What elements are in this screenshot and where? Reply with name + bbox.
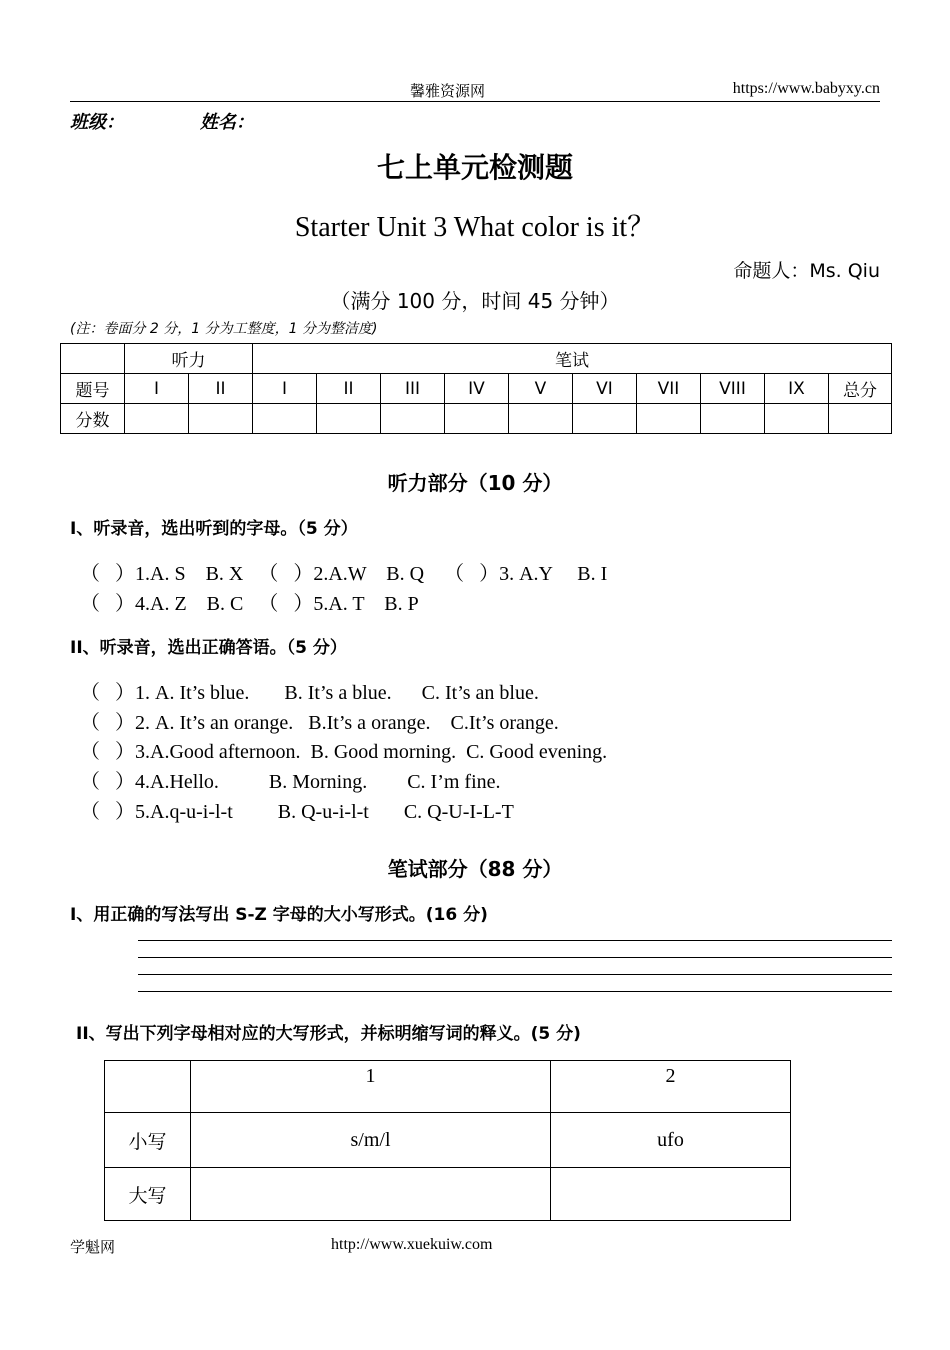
writing-col: V: [509, 374, 573, 404]
score-cell[interactable]: [253, 404, 317, 434]
name-label: 姓名：: [200, 112, 254, 133]
uppercase-label: 大写: [105, 1168, 191, 1221]
writing-col: III: [381, 374, 445, 404]
listening-col: II: [189, 374, 253, 404]
header-url[interactable]: https://www.babyxy.cn: [732, 80, 880, 97]
writing-col: IV: [445, 374, 509, 404]
class-label: 班级：: [70, 112, 124, 133]
writing-col: VI: [573, 374, 637, 404]
letters-corner: [105, 1061, 191, 1113]
listening-q2-line: （ ）4.A.Hello. B. Morning. C. I’m fine.: [80, 771, 501, 793]
score-row: [61, 404, 892, 434]
answer-line[interactable]: [138, 957, 892, 958]
score-cell[interactable]: [189, 404, 253, 434]
total-score-cell[interactable]: [829, 404, 892, 434]
uppercase-answer-cell[interactable]: [551, 1168, 791, 1221]
row-label-score: 分数: [61, 404, 125, 434]
lowercase-value: ufo: [551, 1113, 791, 1168]
listening-q1-line: （ ）1.A. S B. X （ ）2.A.W B. Q （ ）3. A.Y B. I: [80, 563, 608, 585]
letters-header-row: [105, 1061, 791, 1113]
letters-col-header: 2: [551, 1061, 791, 1113]
writing-col: IX: [765, 374, 829, 404]
listening-q2-line: （ ）2. A. It’s an orange. B.It’s a orange. C.It’s orange.: [80, 712, 559, 734]
score-cell[interactable]: [445, 404, 509, 434]
header-divider: [70, 101, 880, 102]
header-site-name: 馨雅资源网: [410, 84, 486, 100]
uppercase-row: [105, 1168, 791, 1221]
writing-col: II: [317, 374, 381, 404]
letters-table: [104, 1060, 791, 1221]
listening-q2-title: II、听录音，选出正确答语。（5 分）: [70, 638, 347, 658]
listening-section-title: 听力部分（10 分）: [387, 471, 563, 495]
score-info: （满分 100 分，时间 45 分钟）: [330, 289, 620, 313]
answer-line[interactable]: [138, 940, 892, 941]
question-number-row: [61, 374, 892, 404]
writing-col: VIII: [701, 374, 765, 404]
score-table-corner: [61, 344, 125, 374]
note: (注：卷面分 2 分，1 分为工整度，1 分为整洁度): [70, 321, 378, 337]
page-title: 七上单元检测题: [376, 151, 573, 184]
score-cell[interactable]: [765, 404, 829, 434]
listening-q1-title: I、听录音，选出听到的字母。（5 分）: [70, 519, 358, 539]
lowercase-row: [105, 1113, 791, 1168]
score-cell[interactable]: [381, 404, 445, 434]
writing-q2-title: II、写出下列字母相对应的大写形式，并标明缩写词的释义。(5 分): [76, 1024, 581, 1044]
listening-q2-line: （ ）1. A. It’s blue. B. It’s a blue. C. It’s an blue.: [80, 682, 539, 704]
score-cell[interactable]: [573, 404, 637, 434]
answer-line[interactable]: [138, 974, 892, 975]
score-cell[interactable]: [509, 404, 573, 434]
letters-col-header: 1: [191, 1061, 551, 1113]
footer-site-name: 学魁网: [70, 1240, 116, 1256]
writing-q1-title: I、用正确的写法写出 S-Z 字母的大小写形式。(16 分): [70, 905, 488, 925]
row-label-number: 题号: [61, 374, 125, 404]
listening-col: I: [125, 374, 189, 404]
listening-q2-line: （ ）5.A.q-u-i-l-t B. Q-u-i-l-t C. Q-U-I-L-T: [80, 801, 514, 823]
writing-header: 笔试: [253, 344, 892, 374]
writing-col: VII: [637, 374, 701, 404]
page-subtitle: Starter Unit 3 What color is it？: [294, 212, 656, 243]
lowercase-label: 小写: [105, 1113, 191, 1168]
lowercase-value: s/m/l: [191, 1113, 551, 1168]
score-cell[interactable]: [701, 404, 765, 434]
total-col: 总分: [829, 374, 892, 404]
student-info: [70, 108, 254, 134]
answer-line[interactable]: [138, 991, 892, 992]
score-table-header-row: [61, 344, 892, 374]
writing-col: I: [253, 374, 317, 404]
writing-section-title: 笔试部分（88 分）: [387, 857, 563, 881]
score-cell[interactable]: [637, 404, 701, 434]
uppercase-answer-cell[interactable]: [191, 1168, 551, 1221]
author: 命题人：Ms. Qiu: [733, 260, 880, 282]
score-table: [60, 343, 892, 434]
score-cell[interactable]: [125, 404, 189, 434]
listening-q2-line: （ ）3.A.Good afternoon. B. Good morning. C. Good evening.: [80, 741, 608, 763]
listening-header: 听力: [125, 344, 253, 374]
listening-q1-line: （ ）4.A. Z B. C （ ）5.A. T B. P: [80, 593, 419, 615]
score-cell[interactable]: [317, 404, 381, 434]
footer-url[interactable]: http://www.xuekuiw.com: [331, 1236, 493, 1253]
